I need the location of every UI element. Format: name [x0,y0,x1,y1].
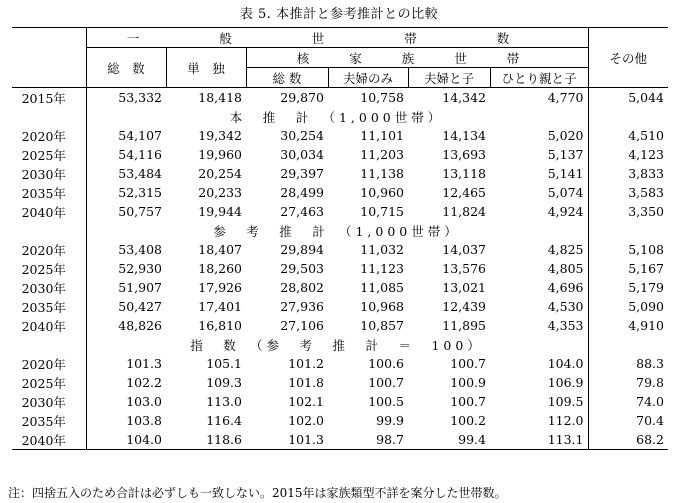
section-year-blank [12,335,86,354]
value-cell: 74.0 [588,392,668,411]
value-cell: 4,910 [588,316,668,335]
value-cell: 11,138 [360,166,404,181]
value-cell: 48,826 [86,316,166,335]
table-row [12,392,668,411]
value-cell: 5,137 [547,147,584,162]
value-cell: 54,116 [86,145,166,164]
year-cell: 2030年 [21,280,66,296]
kaku-kazoku-header [246,48,588,68]
year-cell: 2040年 [21,204,66,220]
value-cell: 11,123 [360,261,404,276]
value-cell: 98.7 [328,430,408,450]
tandoku-label: 単 独 [187,60,225,76]
value-cell: 109.3 [206,375,242,390]
table-body [12,88,668,450]
year-cell: 2030年 [21,166,66,182]
value-cell: 51,907 [86,278,166,297]
table-row [12,411,668,430]
value-cell: 4,696 [547,280,584,295]
value-cell: 11,203 [360,147,404,162]
value-cell: 100.7 [450,356,486,371]
year-cell: 2040年 [21,318,66,334]
section-year-blank [12,107,86,126]
value-cell: 17,401 [198,299,242,314]
value-cell: 14,037 [442,242,486,257]
section-heading-row [12,107,668,126]
value-cell: 20,254 [198,166,242,181]
value-cell: 14,134 [442,128,486,143]
value-cell: 5,090 [588,297,668,316]
value-cell: 4,510 [588,126,668,145]
table-row [12,88,668,108]
value-cell: 10,758 [328,88,408,108]
sub-souzu-header [246,68,328,88]
value-cell: 13,576 [442,261,486,276]
value-cell: 29,503 [280,261,324,276]
year-cell: 2020年 [21,356,66,372]
section-heading-row [12,221,668,240]
value-cell: 50,757 [86,202,166,221]
sonota-header [588,28,668,88]
value-cell: 4,805 [547,261,584,276]
value-cell: 99.4 [408,430,490,450]
section-blank [588,335,668,354]
year-cell: 2025年 [21,375,66,391]
value-cell: 103.0 [86,392,166,411]
year-header [12,28,86,88]
table-title: 表 5. 本推計と参考推計との比較 [239,7,439,22]
value-cell: 30,034 [280,147,324,162]
section-heading: 指 数 （参 考 推 計 ＝ 100） [86,335,588,354]
value-cell: 70.4 [588,411,668,430]
value-cell: 13,021 [442,280,486,295]
value-cell: 5,074 [547,185,584,200]
value-cell: 5,044 [588,88,668,108]
value-cell: 4,825 [547,242,584,257]
value-cell: 104.0 [547,356,584,371]
value-cell: 3,350 [588,202,668,221]
souzu-header [86,48,166,88]
value-cell: 101.3 [246,430,328,450]
value-cell: 102.0 [288,413,324,428]
value-cell: 12,465 [442,185,486,200]
value-cell: 4,530 [547,299,584,314]
fuufu-nomi-label: 夫婦のみ [342,70,393,86]
section-heading-row [12,335,668,354]
year-cell: 2035年 [21,185,66,201]
value-cell: 11,085 [360,280,404,295]
value-cell: 19,960 [198,147,242,162]
value-cell: 118.6 [166,430,246,450]
value-cell: 112.0 [547,413,584,428]
header-row-1 [12,28,668,48]
section-blank [588,107,668,126]
year-cell: 2025年 [21,261,66,277]
value-cell: 11,895 [442,318,486,333]
value-cell: 100.7 [450,394,486,409]
year-cell: 2025年 [21,147,66,163]
year-cell: 2015年 [12,88,86,108]
year-cell: 2020年 [21,242,66,258]
value-cell: 102.1 [288,394,324,409]
value-cell: 53,408 [86,240,166,259]
value-cell: 50,427 [86,297,166,316]
value-cell: 10,960 [360,185,404,200]
value-cell: 14,342 [408,88,490,108]
section-heading: 本 推 計 （1,000世帯） [86,107,588,126]
section-year-blank [12,221,86,240]
value-cell: 54,107 [86,126,166,145]
value-cell: 100.7 [368,375,404,390]
value-cell: 4,924 [547,204,584,219]
year-cell: 2040年 [12,430,86,450]
table-row [12,297,668,316]
hitori-oya-header [490,68,588,88]
value-cell: 52,930 [86,259,166,278]
value-cell: 105.1 [206,356,242,371]
tandoku-header [166,48,246,88]
fuufu-nomi-header [328,68,408,88]
value-cell: 5,167 [588,259,668,278]
kaku-kazoku-label: 核 家 族 世 帯 [296,50,538,66]
header-row-2 [12,48,668,68]
value-cell: 20,233 [198,185,242,200]
sonota-label: その他 [609,50,647,66]
value-cell: 18,418 [166,88,246,108]
value-cell: 102.2 [86,373,166,392]
value-cell: 13,118 [442,166,486,181]
value-cell: 18,407 [198,242,242,257]
value-cell: 106.9 [547,375,584,390]
value-cell: 5,179 [588,278,668,297]
table-row [12,278,668,297]
value-cell: 99.9 [376,413,404,428]
value-cell: 29,894 [280,242,324,257]
value-cell: 116.4 [206,413,242,428]
table-row [12,183,668,202]
value-cell: 79.8 [588,373,668,392]
year-cell: 2035年 [21,413,66,429]
comparison-table [12,27,668,450]
value-cell: 16,810 [198,318,242,333]
value-cell: 28,802 [280,280,324,295]
fuufu-to-ko-header [408,68,490,88]
souzu-label: 総 数 [107,60,145,76]
table-row [12,126,668,145]
table-row [12,316,668,335]
value-cell: 19,944 [198,204,242,219]
value-cell: 53,332 [86,88,166,108]
value-cell: 100.9 [450,375,486,390]
value-cell: 101.8 [288,375,324,390]
footnote: 注：四捨五入のため合計は必ずしも一致しない。2015年は家族類型不詳を案分した世帯数。 [8,486,507,500]
ippan-setai-label: 一 般 世 帯 数 [126,30,548,46]
value-cell: 17,926 [198,280,242,295]
table-row [12,202,668,221]
value-cell: 109.5 [547,394,584,409]
year-cell: 2020年 [21,128,66,144]
value-cell: 53,484 [86,164,166,183]
value-cell: 88.3 [588,354,668,373]
value-cell: 10,968 [360,299,404,314]
value-cell: 4,123 [588,145,668,164]
value-cell: 113.0 [206,394,242,409]
value-cell: 10,857 [360,318,404,333]
table-row [12,259,668,278]
table-row [12,145,668,164]
value-cell: 28,499 [280,185,324,200]
value-cell: 103.8 [86,411,166,430]
value-cell: 19,342 [198,128,242,143]
value-cell: 4,353 [547,318,584,333]
value-cell: 29,397 [280,166,324,181]
value-cell: 12,439 [442,299,486,314]
section-blank [588,221,668,240]
value-cell: 11,824 [442,204,486,219]
value-cell: 101.3 [86,354,166,373]
value-cell: 3,583 [588,183,668,202]
value-cell: 10,715 [360,204,404,219]
value-cell: 5,020 [547,128,584,143]
table-row [12,373,668,392]
value-cell: 104.0 [86,430,166,450]
value-cell: 113.1 [490,430,588,450]
year-cell: 2035年 [21,299,66,315]
value-cell: 4,770 [490,88,588,108]
sub-souzu-label: 総 数 [272,70,302,86]
fuufu-to-ko-label: 夫婦と子 [423,70,474,86]
value-cell: 13,693 [442,147,486,162]
value-cell: 18,260 [198,261,242,276]
value-cell: 100.5 [368,394,404,409]
value-cell: 68.2 [588,430,668,450]
value-cell: 3,833 [588,164,668,183]
hitori-oya-label: ひとり親と子 [501,70,577,86]
table-row [12,354,668,373]
value-cell: 5,141 [547,166,584,181]
table-row [12,430,668,450]
value-cell: 30,254 [280,128,324,143]
section-heading: 参 考 推 計 （1,000世帯） [86,221,588,240]
value-cell: 27,106 [280,318,324,333]
value-cell: 100.2 [450,413,486,428]
value-cell: 5,108 [588,240,668,259]
value-cell: 52,315 [86,183,166,202]
value-cell: 100.6 [368,356,404,371]
year-cell: 2030年 [21,394,66,410]
table-row [12,164,668,183]
value-cell: 27,936 [280,299,324,314]
value-cell: 27,463 [280,204,324,219]
value-cell: 29,870 [246,88,328,108]
value-cell: 101.2 [288,356,324,371]
value-cell: 11,101 [360,128,404,143]
value-cell: 11,032 [360,242,404,257]
table-row [12,240,668,259]
ippan-setai-header [86,28,588,48]
